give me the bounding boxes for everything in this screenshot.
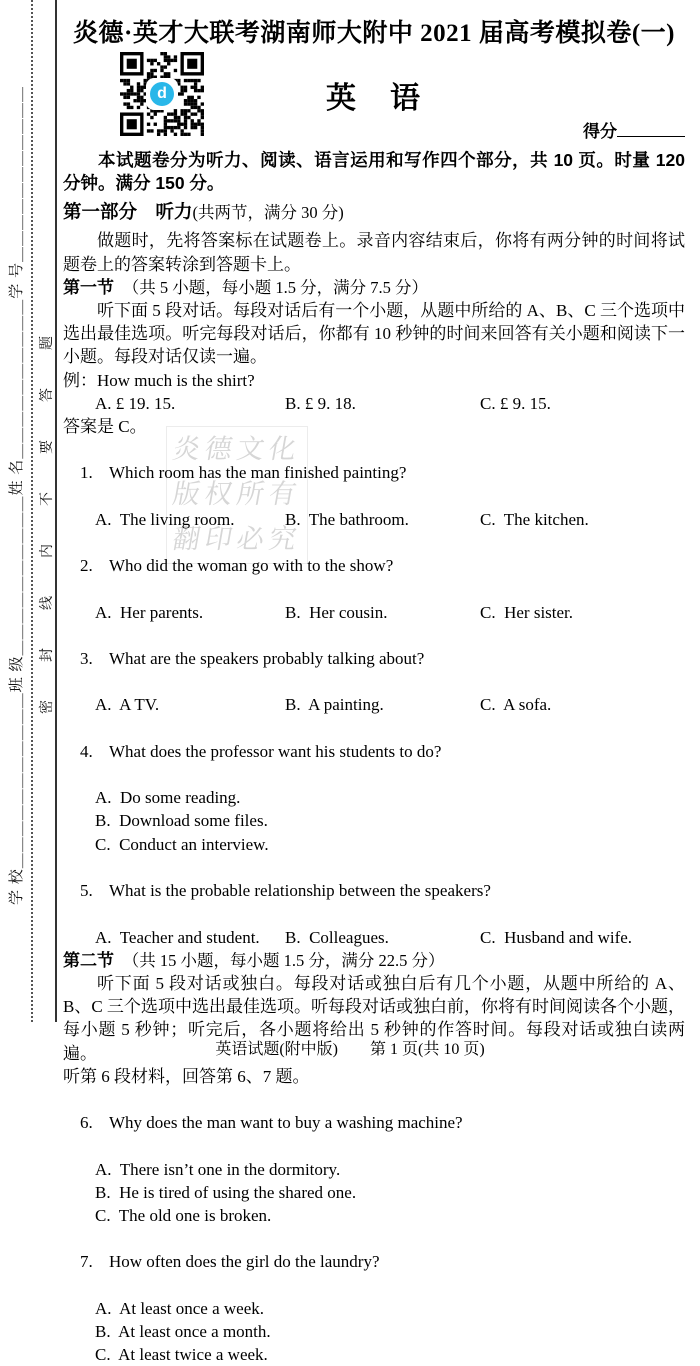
watermark-line: 炎德文化 — [170, 434, 304, 464]
question-3-number: 3. — [80, 649, 93, 669]
seal-solid-line — [55, 0, 57, 1022]
binding-student-fields: 学 校＿＿＿＿＿＿＿＿＿＿＿班 级＿＿＿＿＿＿＿＿＿＿姓 名＿＿＿＿＿＿＿＿＿＿学 号＿＿＿＿＿＿＿＿＿＿＿ — [9, 85, 25, 905]
section2-heading — [63, 949, 685, 972]
score-blank-line — [617, 120, 685, 137]
material-6-note: 听第 6 段材料，回答第 6、7 题。 — [63, 1066, 310, 1086]
page-footer: 英语试题(附中版) 第 1 页(共 10 页) — [215, 1041, 485, 1058]
watermark-line: 版权所有 — [170, 479, 304, 509]
option-c: C. Her sister. — [480, 602, 574, 622]
option-a: A. The living room. — [95, 509, 235, 529]
part1-heading-note: (共两节，满分 30 分) — [192, 203, 344, 223]
option-b: B. The bathroom. — [285, 509, 409, 529]
option-c: C. At least twice a week. — [95, 1345, 268, 1365]
section2-instructions: 听下面 5 段对话或独白。每段对话或独白后有几个小题，从题中所给的 A、B、C 三个选项中选出最佳选项。听每段对话或独白前，你将有时间阅读各个小题，每小题 5 秒钟；听完后，各小题将给出 5 秒钟的作答时间。每段对话或独白读两遍。 — [63, 973, 685, 1063]
question-4 — [63, 717, 685, 787]
question-2-options — [63, 601, 685, 624]
question-7-text: How often does the girl do the laundry? — [109, 1252, 380, 1272]
option-b: B. At least once a month. — [95, 1321, 271, 1341]
option-b: B. Download some files. — [95, 811, 268, 831]
section1-heading — [63, 276, 685, 299]
option-c: C. Husband and wife. — [480, 927, 633, 947]
page-content — [63, 0, 685, 1366]
part1-instructions: 做题时，先将答案标在试题卷上。录音内容结束后，你将有两分钟的时间将试题卷上的答案转涂到答题卡上。 — [63, 231, 685, 274]
score-label: 得分 — [583, 122, 617, 141]
option-a: A. Do some reading. — [95, 788, 241, 808]
question-5-text: What is the probable relationship between the speakers? — [109, 881, 491, 901]
question-2 — [63, 531, 685, 601]
question-5-number: 5. — [80, 881, 93, 901]
section2-note: （共 15 小题，每小题 1.5 分，满分 22.5 分） — [131, 950, 445, 970]
option-a: A. At least once a week. — [95, 1298, 264, 1318]
option-c: C. £ 9. 15. — [480, 393, 551, 413]
question-7-number: 7. — [80, 1252, 93, 1272]
exam-title: 炎德·英才大联考湖南师大附中 2021 届高考模拟卷(一) — [73, 20, 675, 47]
option-c: C. The old one is broken. — [95, 1205, 272, 1225]
part1-heading-main: 第一部分 听力 — [63, 201, 193, 223]
question-6-options — [63, 1158, 685, 1228]
question-6 — [63, 1088, 685, 1158]
option-b: B. Her cousin. — [285, 602, 388, 622]
subject-title: 英 语 — [326, 82, 422, 115]
qr-logo — [147, 79, 177, 109]
section2-label: 第二节 — [63, 950, 114, 970]
question-3 — [63, 624, 685, 694]
example-answer: 答案是 C。 — [63, 417, 147, 437]
question-3-options — [63, 693, 685, 716]
option-a: A. A TV. — [95, 695, 160, 715]
exam-intro: 本试题卷分为听力、阅读、语言运用和写作四个部分，共 10 页。时量 120 分钟。满分 150 分。 — [63, 150, 685, 194]
option-b: B. £ 9. 18. — [285, 393, 356, 413]
question-5-options — [63, 926, 685, 949]
question-7 — [63, 1227, 685, 1297]
seal-dotted-line — [31, 0, 33, 1022]
section1-note: （共 5 小题，每小题 1.5 分，满分 7.5 分） — [131, 277, 428, 297]
question-5 — [63, 856, 685, 926]
option-c: C. The kitchen. — [480, 509, 589, 529]
question-1-number: 1. — [80, 463, 93, 483]
question-2-text: Who did the woman go with to the show? — [109, 556, 394, 576]
question-6-text: Why does the man want to buy a washing machine? — [109, 1113, 463, 1133]
option-b: B. A painting. — [285, 695, 384, 715]
option-a: A. There isn’t one in the dormitory. — [95, 1159, 341, 1179]
question-3-text: What are the speakers probably talking about? — [109, 649, 425, 669]
seal-warning-text: 密封线内不要答题 — [40, 298, 55, 714]
watermark-line: 翻印必究 — [170, 524, 304, 554]
option-b: B. Colleagues. — [285, 927, 389, 947]
option-a: A. £ 19. 15. — [95, 393, 176, 413]
question-1 — [63, 438, 685, 508]
option-a: A. Her parents. — [95, 602, 204, 622]
qr-logo-d-icon: d — [150, 82, 174, 106]
example-options — [63, 392, 685, 415]
question-2-number: 2. — [80, 556, 93, 576]
question-4-text: What does the professor want his students to do? — [109, 741, 442, 761]
option-b: B. He is tired of using the shared one. — [95, 1182, 357, 1202]
option-c: C. A sofa. — [480, 695, 552, 715]
qr-code — [120, 52, 204, 136]
question-1-options — [63, 508, 685, 531]
option-a: A. Teacher and student. — [95, 927, 260, 947]
part1-heading — [63, 200, 685, 225]
option-c: C. Conduct an interview. — [95, 834, 269, 854]
question-4-options — [63, 786, 685, 856]
section1-instructions: 听下面 5 段对话。每段对话后有一个小题，从题中所给的 A、B、C 三个选项中选出最佳选项。听完每段对话后，你都有 10 秒钟的时间来回答有关小题和阅读下一小题。每段对话仅读一遍。 — [63, 301, 686, 367]
question-4-number: 4. — [80, 741, 93, 761]
section1-label: 第一节 — [63, 277, 114, 297]
question-1-text: Which room has the man finished painting? — [109, 463, 407, 483]
example-prompt: 例：How much is the shirt? — [63, 370, 255, 390]
question-7-options — [63, 1297, 685, 1366]
question-6-number: 6. — [80, 1113, 93, 1133]
